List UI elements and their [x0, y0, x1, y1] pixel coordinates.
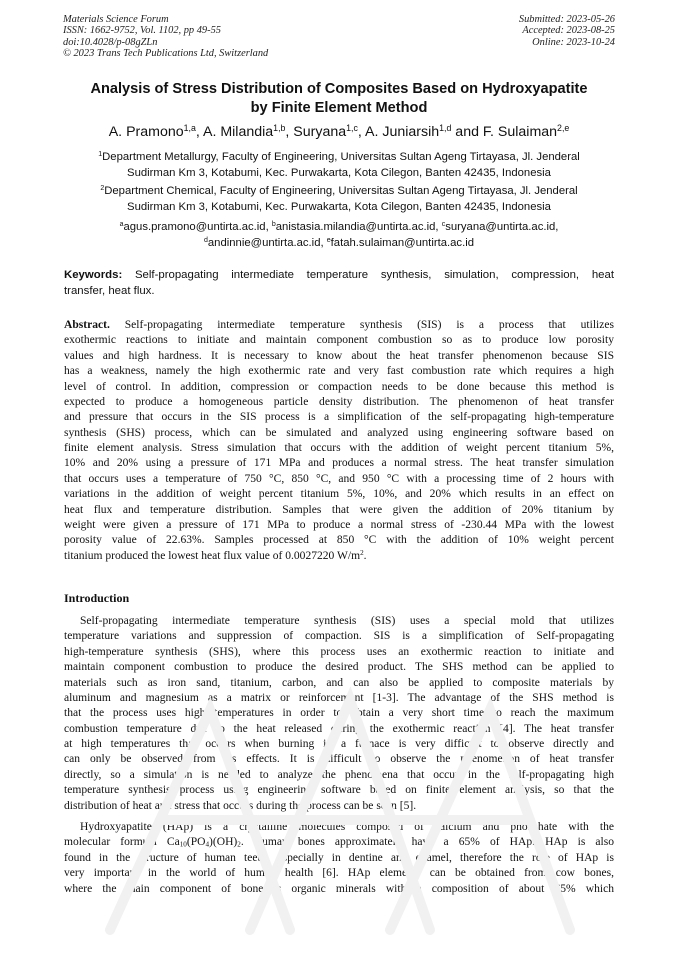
paragraph-line: at high temperatures that occurs when burning in a furnace is very difficult to observe directly and: [64, 738, 614, 750]
paragraph-line: where the main component of bone is organic minerals with a composition of about 65% which: [64, 882, 614, 895]
keywords-label: Keywords:: [64, 269, 123, 281]
author-name: F. Sulaiman: [482, 124, 558, 140]
paragraph-line: aluminum and magnesium as a matrix or reinforcement [1-3]. The advantage of the SHS method is: [64, 691, 614, 704]
intro-paragraph-1: [64, 614, 614, 814]
formula-text: . Human bones approximately have a 65% of HAp. HAp is also: [240, 836, 614, 849]
formula-subscript: 4: [205, 840, 210, 849]
email-mark: d: [203, 236, 208, 244]
affiliation-text: Department Metallurgy, Faculty of Engineering, Universitas Sultan Ageng Tirtayasa, Jl. Jenderal: [102, 151, 580, 163]
abstract-text: titanium produced the lowest heat flux value of 0.0027220 W/m: [64, 549, 361, 562]
abstract-line: and pressure that occurs in the SIS process is a simplification of the self-propagating high-temperature: [64, 411, 614, 424]
email-link[interactable]: agus.pramono@untirta.ac.id,: [123, 221, 272, 233]
author-affil-mark: 1,a: [183, 123, 196, 134]
formula-subscript: 2: [237, 840, 241, 849]
author-sep: and: [451, 124, 483, 140]
affiliation-2: [50, 184, 628, 215]
author: [203, 124, 293, 140]
abstract-line: has a weakness, namely the high exothermic rate and very fast combustion rate which requires a high: [64, 365, 614, 378]
date-online: Online: 2023-10-24: [532, 36, 615, 48]
paragraph-line: temperature synthesis process using engineering software based on finite element analysis, so that the: [64, 784, 614, 797]
author-name: Suryana: [293, 124, 347, 140]
paragraph-line: combustion temperature due to the heat released during the exothermic reaction [4]. The heat transfer: [64, 722, 614, 735]
paragraph-line: temperature variations and suppression of compaction. SIS is a simplification of Self-propagating: [64, 630, 614, 643]
journal-copyright: © 2023 Trans Tech Publications Ltd, Switzerland: [63, 48, 269, 60]
abstract-line: exothermic reactions to initiate and maintain component combustion so as to produce low porosity: [64, 334, 614, 347]
abstract-line: [64, 549, 614, 564]
abstract-line: synthesis (SHS) process, which can be simulated and analyzed using engineering software based on: [64, 426, 614, 439]
affiliation-line: [50, 150, 628, 166]
email-link[interactable]: andinnie@untirta.ac.id,: [207, 236, 327, 249]
journal-doi[interactable]: doi:10.4028/p-08gZLn: [63, 36, 158, 48]
author: [365, 124, 483, 140]
abstract: [64, 318, 614, 564]
abstract-line: porosity value of 22.63%. Samples processed at 850 °C with the addition of 10% weight percent: [64, 534, 614, 547]
author-name: A. Milandia: [202, 124, 274, 140]
paragraph-line: found in the structure of human teeth, especially in dentine and enamel, therefore the role of HAp is: [64, 851, 614, 864]
formula-text: molecular formula Ca: [64, 836, 180, 849]
paragraph-line: can only be observed from its effects. It is difficult to observe the phenomenon of heat transfer: [64, 753, 614, 766]
paragraph-line: materials such as iron sand, titanium, carbon, and can also be applied to composite materials by: [64, 676, 614, 689]
paragraph-line: maintain component combustion to produce the desired product. The SHS method can be applied to: [64, 661, 614, 674]
affiliation-line: Sudirman Km 3, Kotabumi, Kec. Purwakarta, Kota Cilegon, Banten 42435, Indonesia: [127, 200, 551, 213]
date-submitted: Submitted: 2023-05-26: [518, 14, 615, 25]
email-mark: b: [271, 221, 276, 229]
author-sep: ,: [357, 124, 365, 140]
email-mark: c: [441, 221, 446, 229]
abstract-line: heat flux and temperature distribution. Samples that were given the addition of 20% titanium by: [64, 503, 614, 516]
paper-title: [40, 80, 638, 118]
paragraph-line: very important in the world of human health [6]. HAp elements can be obtained from cow bones,: [64, 867, 614, 880]
journal-issn: ISSN: 1662-9752, Vol. 1102, pp 49-55: [63, 25, 221, 37]
author-affil-mark: 1,b: [273, 123, 286, 134]
email-link[interactable]: fatah.sulaiman@untirta.ac.id: [330, 236, 475, 249]
keywords-block: [64, 268, 614, 299]
email-link[interactable]: suryana@untirta.ac.id,: [445, 221, 559, 233]
submission-dates: [519, 14, 615, 48]
author: [483, 124, 569, 140]
formula-text: (PO: [186, 836, 206, 849]
journal-header: [63, 14, 268, 60]
author: [293, 124, 365, 140]
abstract-line: weight were given a pressure of 171 MPa to produce a normal stress of -230.44 MPa with the lowest: [64, 518, 614, 531]
paragraph-line: high-temperature synthesis (SHS), where this process uses an exothermic reaction to initiate and: [64, 645, 614, 658]
abstract-line: expected to produce a homogeneous particle density distribution. The phenomenon of heat transfer: [64, 395, 614, 408]
email-line: [50, 220, 628, 236]
abstract-line: that occurs uses a temperature of 750 °C, 850 °C, and 950 °C with a processing time of 2 hours with: [64, 472, 614, 485]
formula-text: )(OH): [209, 836, 238, 849]
email-line: [50, 236, 628, 252]
author-list: [30, 123, 648, 141]
abstract-line: values and high hardness. It is necessary to know about the heat transfer phenomenon because SIS: [64, 349, 614, 362]
author-emails: [50, 220, 628, 251]
paragraph-line: [64, 835, 614, 850]
paragraph-line: Self-propagating intermediate temperature synthesis (SIS) uses a special mold that utilizes: [80, 615, 614, 627]
keywords-line: [64, 268, 614, 284]
affiliation-line: [50, 184, 628, 200]
date-accepted: Accepted: 2023-08-25: [522, 25, 615, 37]
unit-exponent: 2: [360, 548, 364, 557]
abstract-line: [64, 318, 614, 333]
affiliation-1: [50, 150, 628, 181]
affiliation-mark: 1: [98, 151, 103, 159]
abstract-line: 10% and 20% using a pressure of 171 MPa and produces a normal stress. The heat transfer simulation: [64, 457, 614, 470]
title-line: by Finite Element Method: [250, 100, 428, 116]
paragraph-line: directly, so a simulation is needed to analyze the phenomena that occur in the self-propagating high: [64, 768, 614, 781]
keywords-line: transfer, heat flux.: [64, 284, 155, 297]
intro-paragraph-2: [64, 820, 614, 897]
abstract-label: Abstract.: [64, 319, 110, 331]
email-mark: a: [119, 221, 124, 229]
author-affil-mark: 1,d: [439, 123, 452, 134]
affiliation-mark: 2: [100, 185, 105, 193]
keywords-text: Self-propagating intermediate temperature synthesis, simulation, compression, heat: [122, 269, 614, 281]
title-line: Analysis of Stress Distribution of Composites Based on Hydroxyapatite: [90, 81, 588, 97]
abstract-line: level of control. In addition, compression or compaction needs to be done because this method is: [64, 380, 614, 393]
author-affil-mark: 2,e: [557, 123, 570, 134]
email-link[interactable]: anistasia.milandia@untirta.ac.id,: [275, 221, 442, 233]
affiliation-text: Department Chemical, Faculty of Engineering, Universitas Sultan Ageng Tirtayasa, Jl. Jenderal: [104, 185, 578, 197]
abstract-text: .: [363, 549, 367, 562]
author-sep: ,: [195, 124, 203, 140]
affiliation-line: Sudirman Km 3, Kotabumi, Kec. Purwakarta, Kota Cilegon, Banten 42435, Indonesia: [127, 166, 551, 179]
author-affil-mark: 1,c: [346, 123, 358, 134]
author-name: A. Pramono: [108, 124, 184, 140]
email-mark: e: [326, 236, 331, 244]
author-name: A. Juniarsih: [365, 124, 440, 140]
journal-name: Materials Science Forum: [63, 14, 169, 25]
paragraph-line: distribution of heat and stress that occurs during the process can be seen [5].: [64, 799, 417, 812]
abstract-line: finite element analysis. Stress simulation that occurs with the addition of weight percent titanium 5%,: [64, 442, 614, 454]
abstract-text: Self-propagating intermediate temperature synthesis (SIS) is a process that utilizes: [109, 319, 614, 331]
paragraph-line: that the process uses high temperatures in order to obtain a very short time to reach the maximum: [64, 707, 614, 720]
formula-subscript: 10: [179, 840, 187, 849]
section-heading: Introduction: [64, 591, 130, 605]
author-sep: ,: [285, 124, 294, 140]
paragraph-line: Hydroxyapatite (HAp) is a crystalline molecules composed of calcium and phosphate with the: [80, 821, 614, 833]
abstract-line: variations in the addition of weight percent titanium 5%, 10%, and 20% which results in an effect on: [64, 488, 614, 501]
author: [109, 124, 203, 140]
